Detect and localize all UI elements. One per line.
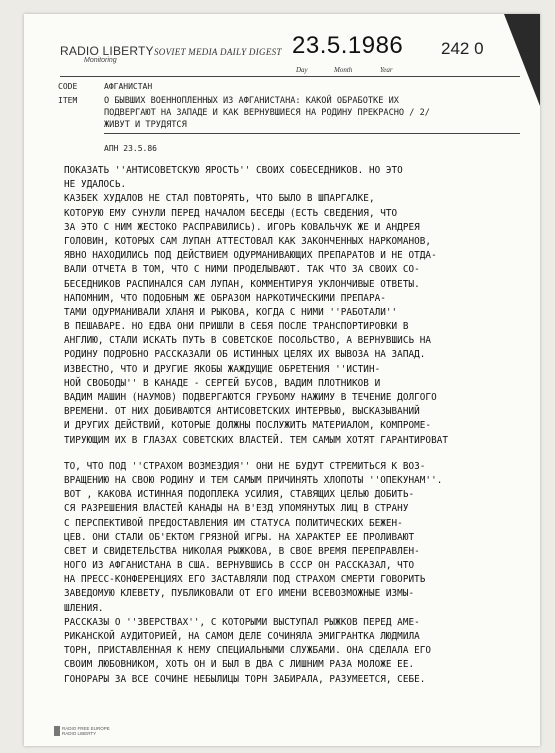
text-line: ГОЛОВИН, КОТОРЫХ САМ ЛУПАН АТТЕСТОВАЛ КАК ЗАКОНЧЕННЫХ НАРКОМАНОВ, (64, 235, 432, 247)
text-line: НАПОМНИМ, ЧТО ПОДОБНЫМ ЖЕ ОБРАЗОМ НАРКОТИЧЕСКИМИ ПРЕПАРА- (64, 292, 386, 304)
digest-date: 23.5.1986 (292, 32, 404, 59)
text-line: ТОРН, ПРИСТАВЛЕННАЯ К НЕМУ СПЕЦИАЛЬНЫМИ СЛУЖБАМИ. ОНА СДЕЛАЛА ЕГО (64, 645, 432, 657)
code-label: CODE (58, 82, 78, 91)
text-line: ЯВНО НАХОДИЛИСЬ ПОД ДЕЙСТВИЕМ ОДУРМАНИВАЮЩИХ ПРЕПАРАТОВ И НЕ ОТДА- (64, 250, 437, 262)
text-line: С ПЕРСПЕКТИВОЙ ПРЕДОСТАВЛЕНИЯ ИМ СТАТУСА ПОЛИТИЧЕСКИХ БЕЖЕН- (64, 517, 403, 529)
text-line: ЗАВЕДОМУЮ КЛЕВЕТУ, ПУБЛИКОВАЛИ ОТ ЕГО ИМЕНИ ВСЕВОЗМОЖНЫЕ ИЗМЫ- (64, 588, 415, 600)
text-line: БЕСЕДНИКОВ РАСПИНАЛСЯ САМ ЛУПАН, КОММЕНТИРУЯ УКЛОНЧИВЫЕ ОТВЕТЫ. (64, 278, 420, 290)
dark-corner-mark (504, 14, 540, 106)
logo-subtitle: Monitoring (84, 57, 117, 64)
text-line: КАЗБЕК ХУДАЛОВ НЕ СТАЛ ПОВТОРЯТЬ, ЧТО БЫЛО В ШПАРГАЛКЕ, (64, 193, 375, 205)
text-line: ВРЕМЕНИ. ОТ НИХ ДОБИВАЮТСЯ АНТИСОВЕТСКИХ ИНТЕРВЬЮ, ВЫСКАЗЫВАНИЙ (64, 406, 420, 418)
day-label: Day (296, 66, 308, 74)
text-line: ТО, ЧТО ПОД ''СТРАХОМ ВОЗМЕЗДИЯ'' ОНИ НЕ БУДУТ СТРЕМИТЬСЯ К ВОЗ- (64, 460, 426, 472)
stamp-line: RADIO LIBERTY (62, 731, 97, 736)
item-label: ITEM (58, 96, 78, 105)
year-label: Year (380, 66, 393, 74)
text-line: НЕ УДАЛОСЬ. (64, 179, 127, 191)
text-line: ТИРУЮЩИМ ИХ В ГЛАЗАХ СОВЕТСКИХ ВЛАСТЕЙ. ТЕМ САМЫМ ХОТЯТ ГАРАНТИРОВАТ (64, 434, 449, 446)
header-rule (60, 76, 520, 77)
text-line: КОТОРУЮ ЕМУ СУНУЛИ ПЕРЕД НАЧАЛОМ БЕСЕДЫ (ЕСТЬ СВЕДЕНИЯ, ЧТО (64, 207, 398, 219)
paragraph-5 (64, 460, 534, 488)
code-value: АФГАНИСТАН (104, 82, 153, 91)
text-line: ШЛЕНИЯ. (64, 602, 104, 614)
text-line: РИКАНСКОЙ АУДИТОРИЕЙ, НА САМОМ ДЕЛЕ СОЧИНЯЛА ЭМИГРАНТКА ЛЮДМИЛА (64, 631, 420, 642)
item-line-3: ЖИВУТ И ТРУДЯТСЯ (104, 120, 187, 130)
text-line: НА ПРЕСС-КОНФЕРЕНЦИЯХ ЕГО ЗАСТАВЛЯЛИ ПОД СТРАХОМ СМЕРТИ ГОВОРИТЬ (64, 574, 426, 586)
text-line: ВОТ , КАКОВА ИСТИННАЯ ПОДОПЛЕКА УСИЛИЯ, СТАВЯЩИХ ЦЕЛЬЮ ДОБИТЬ- (64, 489, 415, 501)
item-line-1: О БЫВШИХ ВОЕННОПЛЕННЫХ ИЗ АФГАНИСТАНА: КАКОЙ ОБРАБОТКЕ ИХ (104, 96, 399, 106)
text-line: ТАМИ ОДУРМАНИВАЛИ ХЛАНЯ И РЫКОВА, КОГДА С НИМИ ''РАБОТАЛИ'' (64, 306, 398, 318)
text-line: ИЗВЕСТНО, ЧТО И ДРУГИЕ ЯКОБЫ ЖАЖДУЩИЕ ОБРЕТЕНИЯ ''ИСТИН- (64, 363, 381, 375)
item-rule (104, 133, 520, 134)
paragraph-2 (64, 192, 534, 291)
stamp-mark-icon (54, 726, 60, 736)
paragraph-1 (64, 164, 534, 192)
item-line-2: ПОДВЕРГАЮТ НА ЗАПАДЕ И КАК ВЕРНУВШИЕСЯ НА РОДИНУ ПРЕКРАСНО / 2/ (104, 108, 430, 118)
paragraph-gap (64, 448, 534, 460)
text-line: ГОНОРАРЫ ЗА ВСЕ СОЧИНЕ НЕБЫЛИЦЫ ТОРН ЗАБИРАЛА, РАЗУМЕЕТСЯ, СЕБЕ. (64, 673, 426, 685)
digest-title: SOVIET MEDIA DAILY DIGEST (154, 47, 282, 57)
text-line: ПОКАЗАТЬ ''АНТИСОВЕТСКУЮ ЯРОСТЬ'' СВОИХ СОБЕСЕДНИКОВ. НО ЭТО (64, 165, 403, 176)
paragraph-7 (64, 616, 534, 687)
text-line: И ДРУГИХ ДЕЙСТВИЙ, КОТОРЫЕ ДОЛЖНЫ ПОСЛУЖИТЬ МАТЕРИАЛОМ, КОМПРОМЕ- (64, 420, 432, 432)
text-line: ЗА ЭТО С НИМ ЖЕСТОКО РАСПРАВИЛИСЬ). ИГОРЬ КОВАЛЬЧУК ЖЕ И АНДРЕЯ (64, 221, 420, 233)
text-line: ВАЛИ ОТЧЕТА В ТОМ, ЧТО С НИМИ ПРОДЕЛЫВАЮТ. ТАК ЧТО ЗА СВОИХ СО- (64, 264, 420, 276)
stamp-line: RADIO FREE EUROPE (62, 726, 110, 731)
text-line: РАССКАЗЫ О ''ЗВЕРСТВАХ'', С КОТОРЫМИ ВЫСТУПАЛ РЫЖКОВ ПЕРЕД АМЕ- (64, 616, 420, 628)
text-line: ВАДИМ МАШИН (НАУМОВ) ПОДВЕРГАЮТСЯ ГРУБОМУ НАЖИМУ В ТЕЧЕНИЕ ДОЛГОГО (64, 392, 437, 403)
month-label: Month (334, 66, 353, 74)
text-line: СВЕТ И СВИДЕТЕЛЬСТВА НИКОЛАЯ РЫЖКОВА, В СВОЕ ВРЕМЯ ПЕРЕПРАВЛЕН- (64, 545, 420, 557)
paragraph-4 (64, 363, 534, 448)
text-line: РОДИНУ ПОДРОБНО РАССКАЗАЛИ ОБ ИСТИННЫХ ЦЕЛЯХ ИХ ВЫВОЗА НА ЗАПАД. (64, 349, 426, 361)
text-line: СЯ РАЗРЕШЕНИЯ ВЛАСТЕЙ КАНАДЫ НА В'ЕЗД УПОМЯНУТЫХ ЛИЦ В СТРАНУ (64, 503, 409, 515)
text-line: ВРАЩЕНИЮ НА СВОЮ РОДИНУ И ТЕМ САМЫМ ПРИЧИНЯТЬ ХЛОПОТЫ ''ОПЕКУНАМ''. (64, 474, 443, 486)
text-line: НОГО ИЗ АФГАНИСТАНА В США. ВЕРНУВШИСЬ В СССР ОН РАССКАЗАЛ, ЧТО (64, 560, 415, 572)
article-body (64, 164, 534, 687)
text-line: СВОИМ ЛЮБОВНИКОМ, ХОТЬ ОН И БЫЛ В ДВА С ЛИШНИМ РАЗА МОЛОЖЕ ЕЕ. (64, 659, 415, 671)
page-number: 242 0 (441, 39, 484, 58)
paragraph-3 (64, 292, 534, 363)
footer-stamp (62, 726, 110, 736)
radio-liberty-logo: RADIO LIBERTY (60, 44, 154, 58)
text-line: В ПЕШАВАРЕ. НО ЕДВА ОНИ ПРИШЛИ В СЕБЯ ПОСЛЕ ТРАНСПОРТИРОВКИ В (64, 321, 409, 333)
text-line: ЦЕВ. ОНИ СТАЛИ ОБ'ЕКТОМ ГРЯЗНОЙ ИГРЫ. НА ХАРАКТЕР ЕЕ ПРОЛИВАЮТ (64, 531, 415, 543)
text-line: АНГЛИЮ, СТАЛИ ИСКАТЬ ПУТЬ В СОВЕТСКОЕ ПОСОЛЬСТВО, А ВЕРНУВШИСЬ НА (64, 335, 432, 347)
paragraph-6 (64, 488, 534, 616)
text-line: НОЙ СВОБОДЫ'' В КАНАДЕ - СЕРГЕЙ БУСОВ, ВАДИМ ПЛОТНИКОВ И (64, 377, 381, 389)
document-page (24, 14, 540, 746)
source-line: АПН 23.5.86 (104, 144, 157, 153)
